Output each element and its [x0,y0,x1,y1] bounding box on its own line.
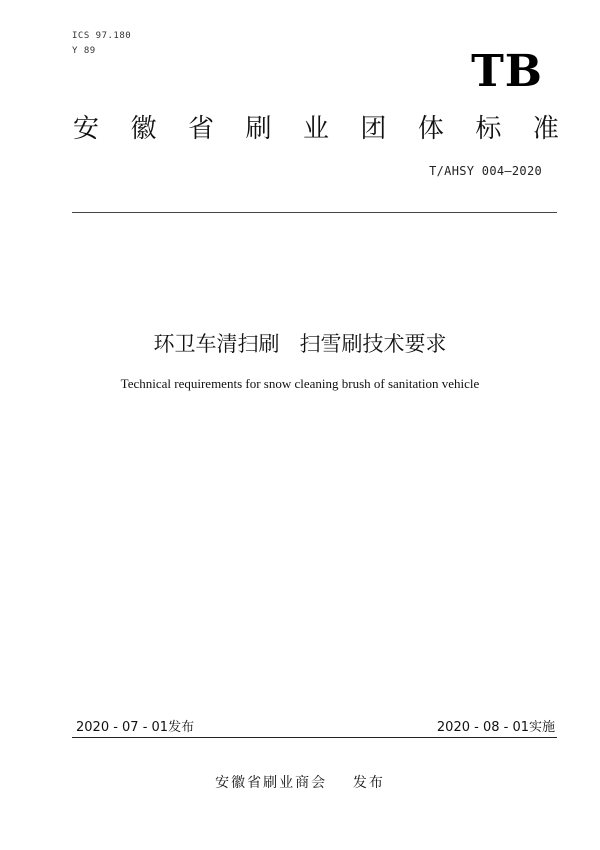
classification-code: Y 89 [72,46,96,56]
standard-number: T/AHSY 004—2020 [429,164,542,178]
ics-code: ICS 97.180 [72,31,132,41]
implementation-date: 2020 - 08 - 01实施 [436,720,555,735]
heading-char: 标 [475,114,502,144]
heading-char: 省 [187,114,214,144]
publisher: 安徽省刷业商会 发布 [215,775,385,791]
document-title-chinese: 环卫车清扫刷 扫雪刷技术要求 [153,332,447,356]
heading-char: 团 [360,114,387,144]
heading-char: 准 [532,114,559,144]
heading-char: 刷 [245,114,272,144]
heading-char: 体 [417,114,444,144]
heading-char: 安 [73,114,100,144]
tb-badge: TB [471,46,543,97]
document-title-english: Technical requirements for snow cleaning brush of sanitation vehicle [120,376,480,391]
header-divider [72,212,557,213]
heading-char: 徽 [130,114,157,144]
heading-char: 业 [302,114,329,144]
issue-date: 2020 - 07 - 01发布 [76,720,195,735]
organization-standard-heading [73,116,559,142]
footer-divider [72,737,557,738]
